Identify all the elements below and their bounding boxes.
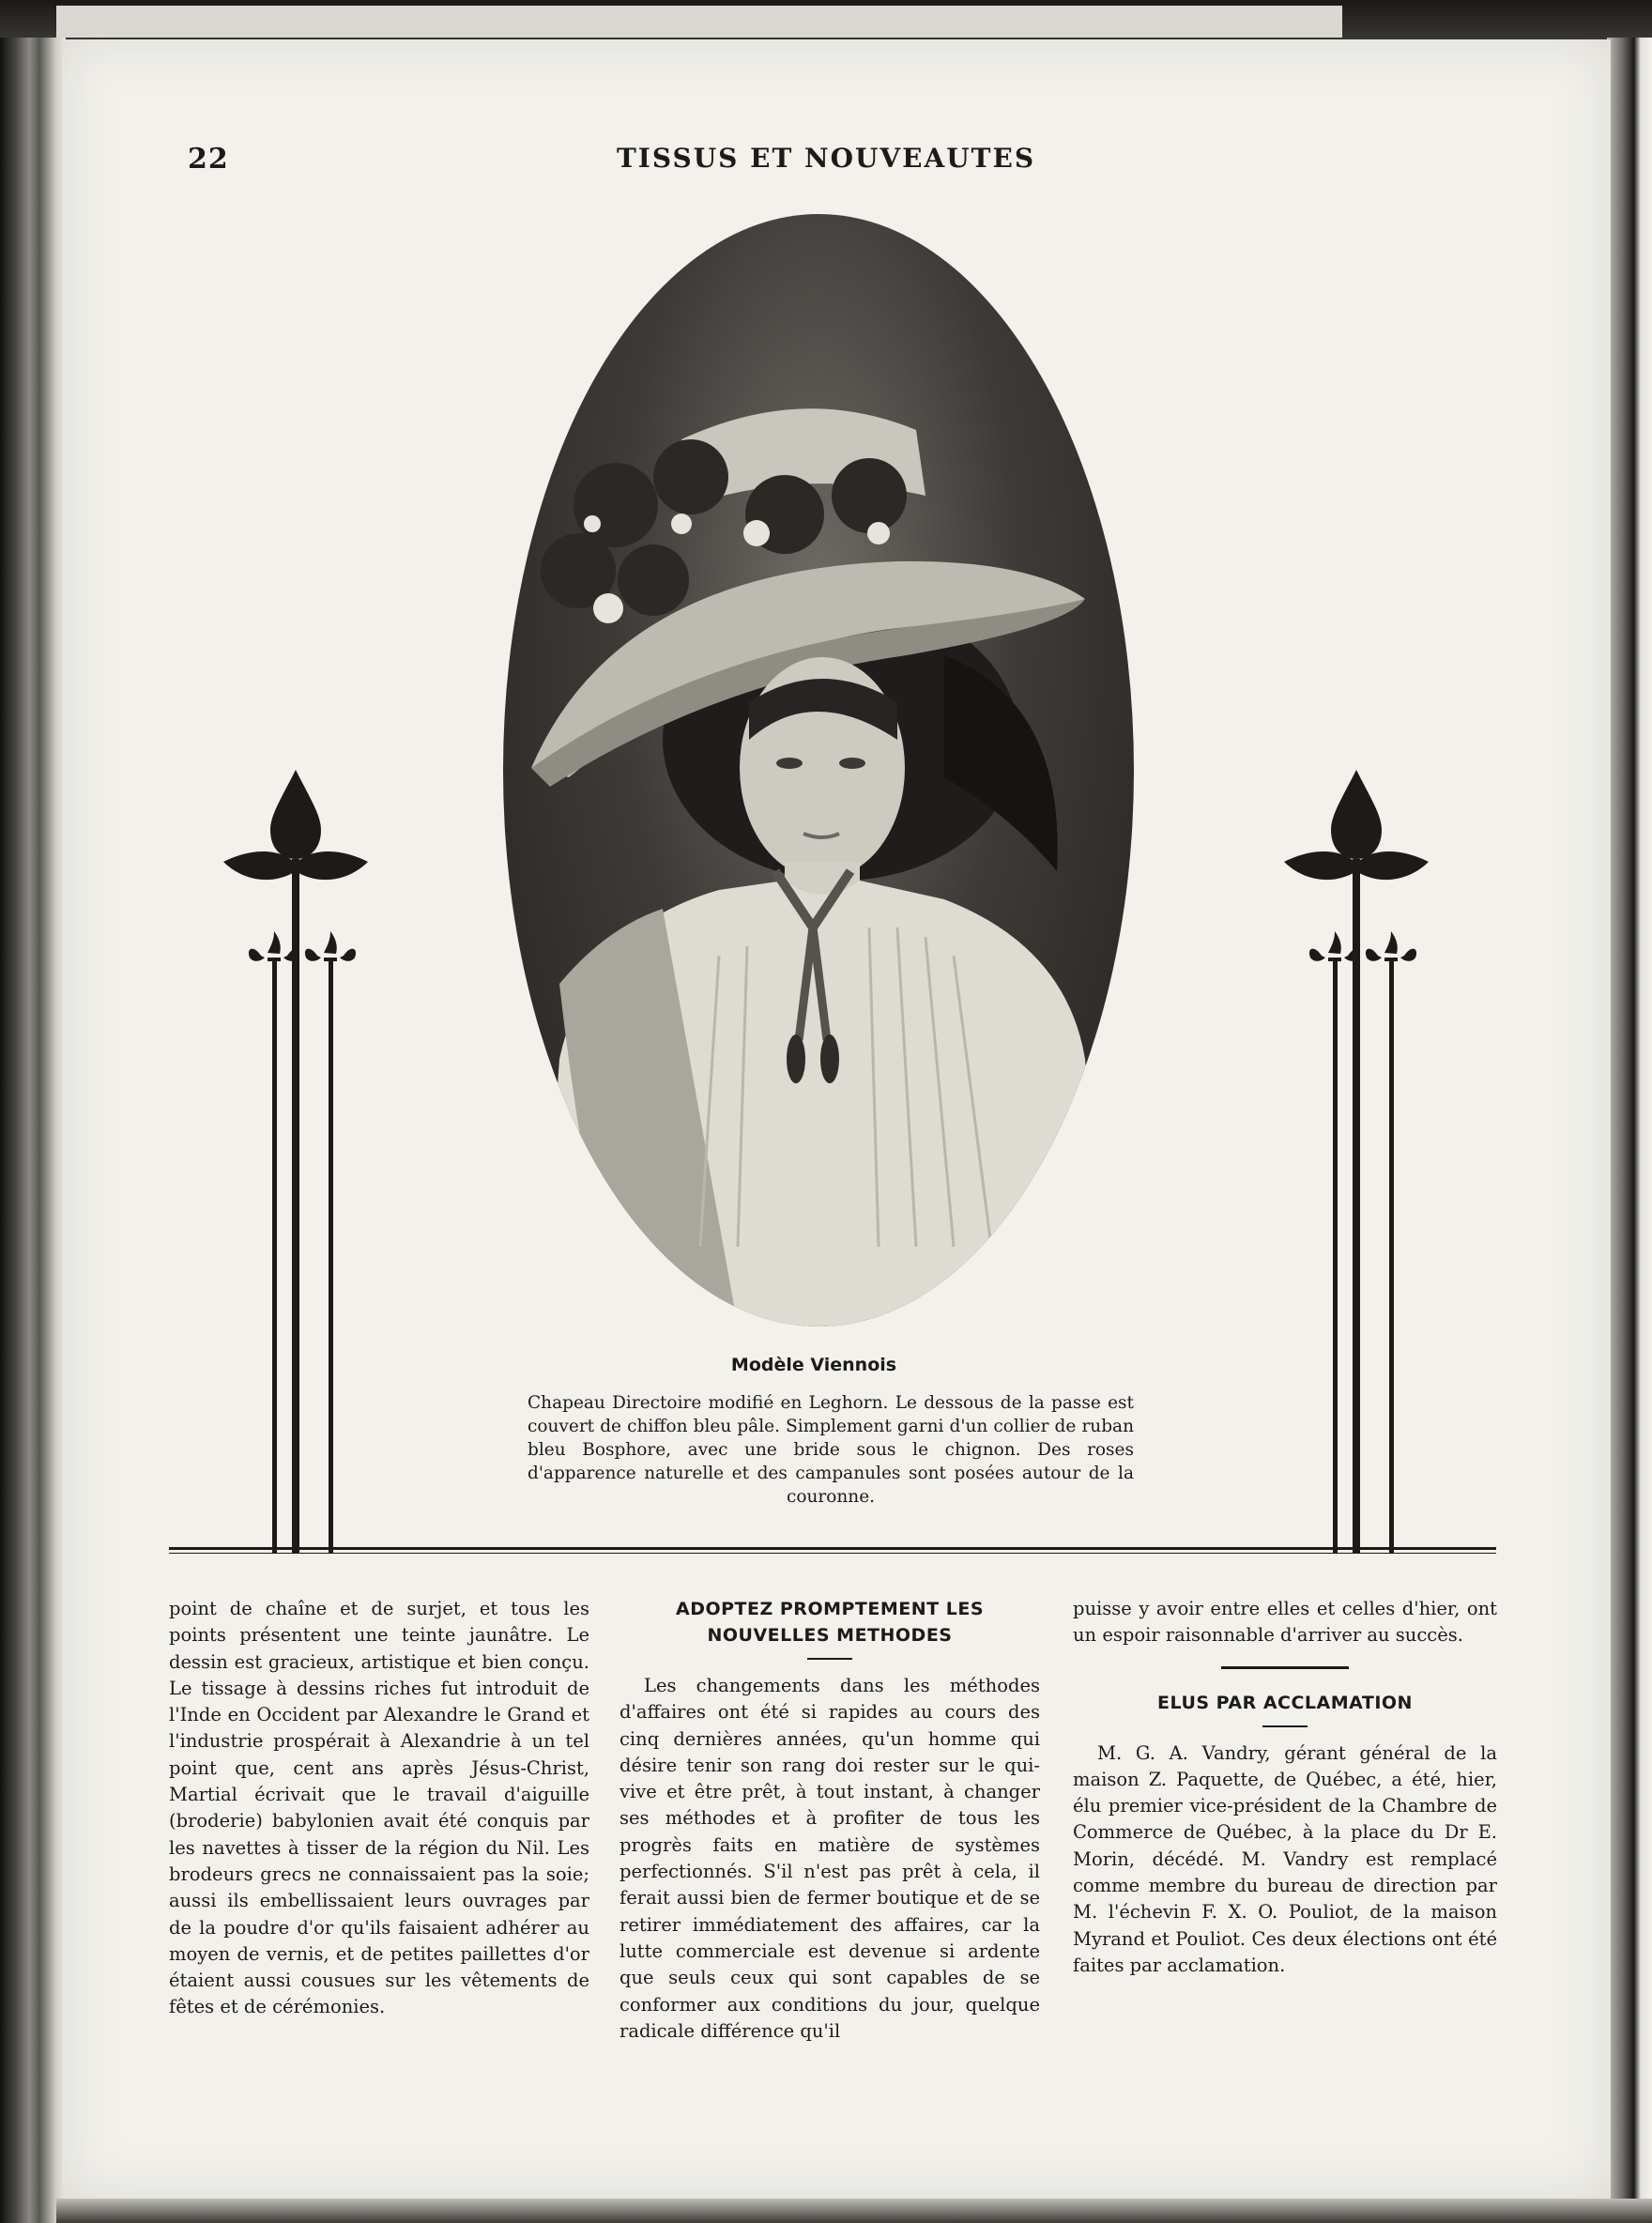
column-left-text: point de chaîne et de surjet, et tous les points présentent une teinte jaunâtre. Le dessin est gracieux, artistique et bien conçu. Le tissage à dessins riches fut introduit de l'Inde en Occident par Alexandre le Grand et l'industrie prospérait à Alexandrie à un tel point que, cent ans après Jésus-Christ, Martial écrivait que le travail d'aiguille (broderie) babylonien avait été conquis par les navettes à tisser de la région du Nil. Les brodeurs grecs ne connaissaient pas la soie; aussi ils embellissaient leurs ouvrages par de la poudre d'or qu'ils faisaient adhérer au moyen de vernis, et de petites paillettes d'or étaient aussi cousues sur les vêtements de fêtes et de cérémonies. xyxy=(169,1598,589,2018)
scan-bottom-edge xyxy=(56,2199,1652,2223)
scan-right-edge xyxy=(1607,38,1652,2223)
running-title: TISSUS ET NOUVEAUTES xyxy=(616,143,1036,174)
scan-top-tab xyxy=(56,6,1342,38)
article-separator-rule xyxy=(1221,1666,1349,1669)
article-heading-methodes: ADOPTEZ PROMPTEMENT LES NOUVELLES METHODES xyxy=(676,1599,984,1646)
page-number: 22 xyxy=(188,143,229,176)
column-middle-text: Les changements dans les méthodes d'affaires ont été si rapides au cours des cinq dernières années, qu'un homme qui désire tenir son rang doi rester sur le qui-vive et être prêt, à tout instant, à changer ses méthodes et à profiter de tous les progrès faits en matière de systèmes perfectionnés. S'il n'est pas prêt à cela, il ferait aussi bien de fermer boutique et de se retirer immédiatement des affaires, car la lutte commerciale est devenue si ardente que seuls ceux qui sont capables de se conformer aux conditions du jour, quelque radicale différence qu'il xyxy=(620,1675,1040,2042)
article-column-left xyxy=(169,1596,589,2021)
column-right-continuation: puisse y avoir entre elles et celles d'hier, ont un espoir raisonnable d'arriver au succès. xyxy=(1073,1598,1497,1647)
figure-caption-text: Chapeau Directoire modifié en Leghorn. Le dessous de la passe est couvert de chiffon bleu pâle. Simplement garni d'un collier de ruban bleu Bosphore, avec une bride sous le chignon. Des roses d'apparence naturelle et des campanules sont posées autour de la couronne. xyxy=(528,1393,1134,1507)
article-column-right xyxy=(1073,1596,1497,1979)
heading-underline xyxy=(1262,1725,1308,1727)
article-heading-elus: ELUS PAR ACCLAMATION xyxy=(1157,1692,1413,1713)
portrait-photo xyxy=(503,214,1134,1326)
article-column-middle xyxy=(620,1596,1040,2045)
art-nouveau-ornament-right xyxy=(1277,770,1436,1554)
scan-binding-edge xyxy=(0,38,66,2223)
art-nouveau-ornament-left xyxy=(216,770,375,1554)
scan-top-edge xyxy=(0,0,1652,41)
section-divider-rule xyxy=(169,1547,1496,1554)
heading-underline xyxy=(807,1658,852,1660)
column-right-text: M. G. A. Vandry, gérant général de la maison Z. Paquette, de Québec, a été, hier, élu premier vice-président de la Chambre de Commerce de Québec, à la place du Dr E. Morin, décédé. M. Vandry est remplacé comme membre du bureau de direction par M. l'échevin F. X. O. Pouliot, de la maison Myrand et Pouliot. Ces deux élections ont été faites par acclamation. xyxy=(1073,1741,1497,1976)
figure-caption-title: Modèle Viennois xyxy=(730,1355,897,1375)
